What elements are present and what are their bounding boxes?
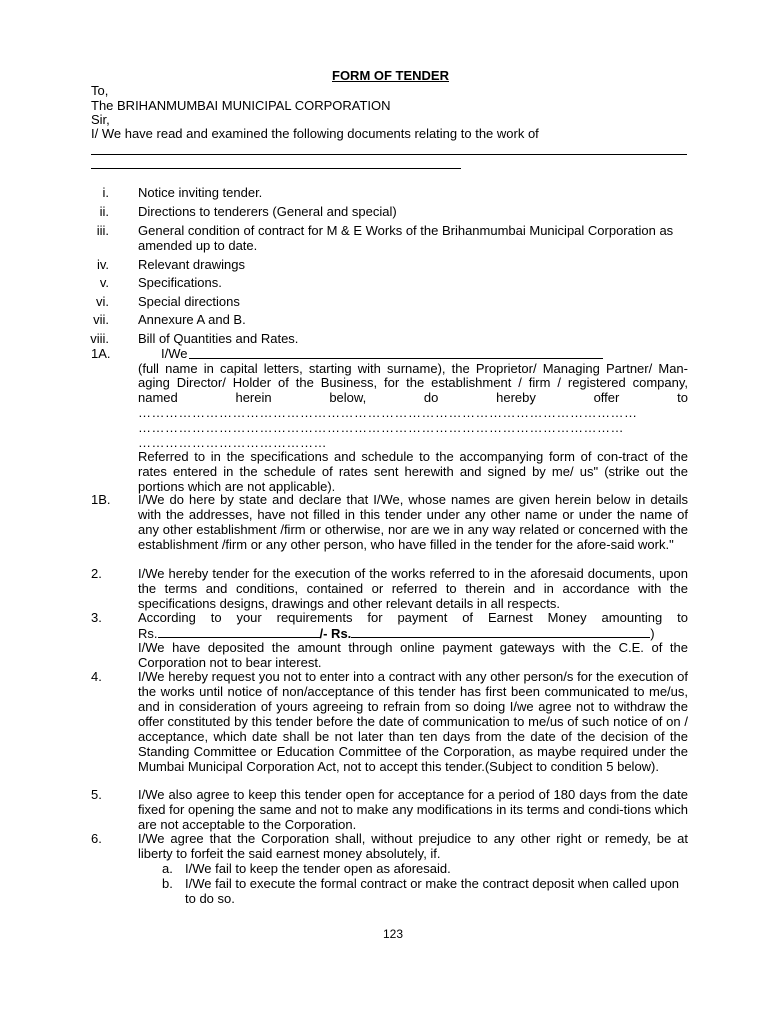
list-text: Specifications. (138, 275, 222, 290)
clause-number: 2. (91, 566, 102, 581)
clause-text: I/We have deposited the amount through online payment gateways with the C.E. of the Corporation not to bear interest. (138, 640, 688, 670)
word: named (138, 390, 178, 405)
rs-words-label: /- Rs. (319, 626, 352, 641)
clause-text: aging Director/ Holder of the Business, for the establishment / firm / registered company, (138, 375, 688, 390)
list-number: i. (102, 185, 109, 200)
clause-number: 4. (91, 669, 102, 684)
dotted-blank: ………………………………………………………………………………………………… (138, 405, 638, 420)
amount-words-blank (351, 625, 650, 638)
name-blank-line (189, 346, 603, 359)
clause-number: 6. (91, 831, 102, 846)
close-paren: ) (650, 626, 655, 641)
list-number: iii. (96, 223, 109, 238)
list-text: Bill of Quantities and Rates. (138, 331, 299, 346)
word: hereby (496, 390, 536, 405)
to-line: To, (91, 83, 109, 98)
word: to (677, 390, 688, 405)
addressee: The BRIHANMUMBAI MUNICIPAL CORPORATION (91, 98, 391, 113)
clause-text: I/We also agree to keep this tender open for acceptance for a period of 180 days from the date fixed for opening the same and not to make any modifications in its terms and condi-tions which are not acceptable to the Corporation. (138, 787, 688, 832)
sub-item-text: I/We fail to execute the formal contract or make the contract deposit when called upon to do so. (185, 876, 680, 906)
word: offer (593, 390, 620, 405)
list-text: Annexure A and B. (138, 312, 246, 327)
form-title: FORM OF TENDER (332, 68, 449, 83)
clause-number: 1B. (91, 492, 111, 507)
clause-text: I/We do here by state and declare that I/We, whose names are given herein below in details with the addresses, have not filled in this tender under any other name or under the name of any other establishment /firm or otherwise, nor are we in any way related or concerned with the establishment /firm or any other person, who have filled in the tender for the afore-said work." (138, 492, 688, 552)
clause-text: According to your requirements for payment of Earnest Money amounting to (138, 610, 688, 625)
sub-item-letter: b. (162, 876, 173, 891)
word: do (423, 390, 439, 405)
intro-text: I/ We have read and examined the following documents relating to the work of (91, 126, 539, 141)
list-number: vi. (96, 294, 109, 309)
page-number: 123 (382, 927, 404, 941)
list-number: viii. (90, 331, 109, 346)
rs-label: Rs. (138, 626, 158, 641)
word: below, (329, 390, 367, 405)
word: herein (235, 390, 272, 405)
clause-number: 1A. (91, 346, 111, 361)
clause-text (138, 390, 688, 405)
sub-item-letter: a. (162, 861, 173, 876)
list-text: Special directions (138, 294, 240, 309)
list-text: General condition of contract for M & E Works of the Brihanmumbai Municipal Corporation as amended up to date. (138, 223, 674, 253)
dotted-blank: …………………………………… (138, 435, 327, 450)
clause-text: I/We hereby tender for the execution of the works referred to in the aforesaid documents, upon the terms and conditions, contained or referred to therein and in accordance with the specifications designs, drawings and other relevant details in all respects. (138, 566, 688, 611)
amount-line (138, 625, 688, 641)
dotted-blank: ……………………………………………………………………………………………… (138, 420, 624, 435)
list-number: iv. (96, 257, 109, 272)
clause-number: 3. (91, 610, 102, 625)
list-number: ii. (99, 204, 109, 219)
clause-text: I/We hereby request you not to enter into a contract with any other person/s for the execution of the works until notice of non/acceptance of this tender has first been communicated to me/us, and in consideration of yours agreeing to refrain from so doing I/we agree not to withdraw the offer constituted by this tender before the date of communication to me/us of such notice of on / acceptance, which date shall be not later than ten days from the date of the decision of the Standing Committee or Education Committee of the Corporation, as maybe required under the Mumbai Municipal Corporation Act, not to accept this tender.(Subject to condition 5 below). (138, 669, 688, 774)
clause-text: (full name in capital letters, starting with surname), the Proprietor/ Managing Partner/ Man- (138, 361, 688, 376)
clause-number: 5. (91, 787, 102, 802)
list-text: Directions to tenderers (General and special) (138, 204, 397, 219)
sub-item-text: I/We fail to keep the tender open as aforesaid. (185, 861, 451, 876)
clause-text: I/We agree that the Corporation shall, without prejudice to any other right or remedy, be at liberty to forfeit the said earnest money absolutely, if. (138, 831, 688, 861)
clause-text: Referred to in the specifications and schedule to the accompanying form of con-tract of the rates entered in the schedule of rates sent herewith and signed by me/ us" (strike out the portions which are not applicable). (138, 449, 688, 494)
amount-figures-blank (158, 625, 320, 638)
list-text: Notice inviting tender. (138, 185, 263, 200)
list-number: v. (99, 275, 109, 290)
work-name-blank-line-2 (91, 168, 461, 169)
iwe-label: I/We (161, 346, 188, 361)
work-name-blank-line-1 (91, 154, 687, 155)
salutation: Sir, (91, 112, 110, 127)
list-number: vii. (93, 312, 109, 327)
list-text: Relevant drawings (138, 257, 245, 272)
